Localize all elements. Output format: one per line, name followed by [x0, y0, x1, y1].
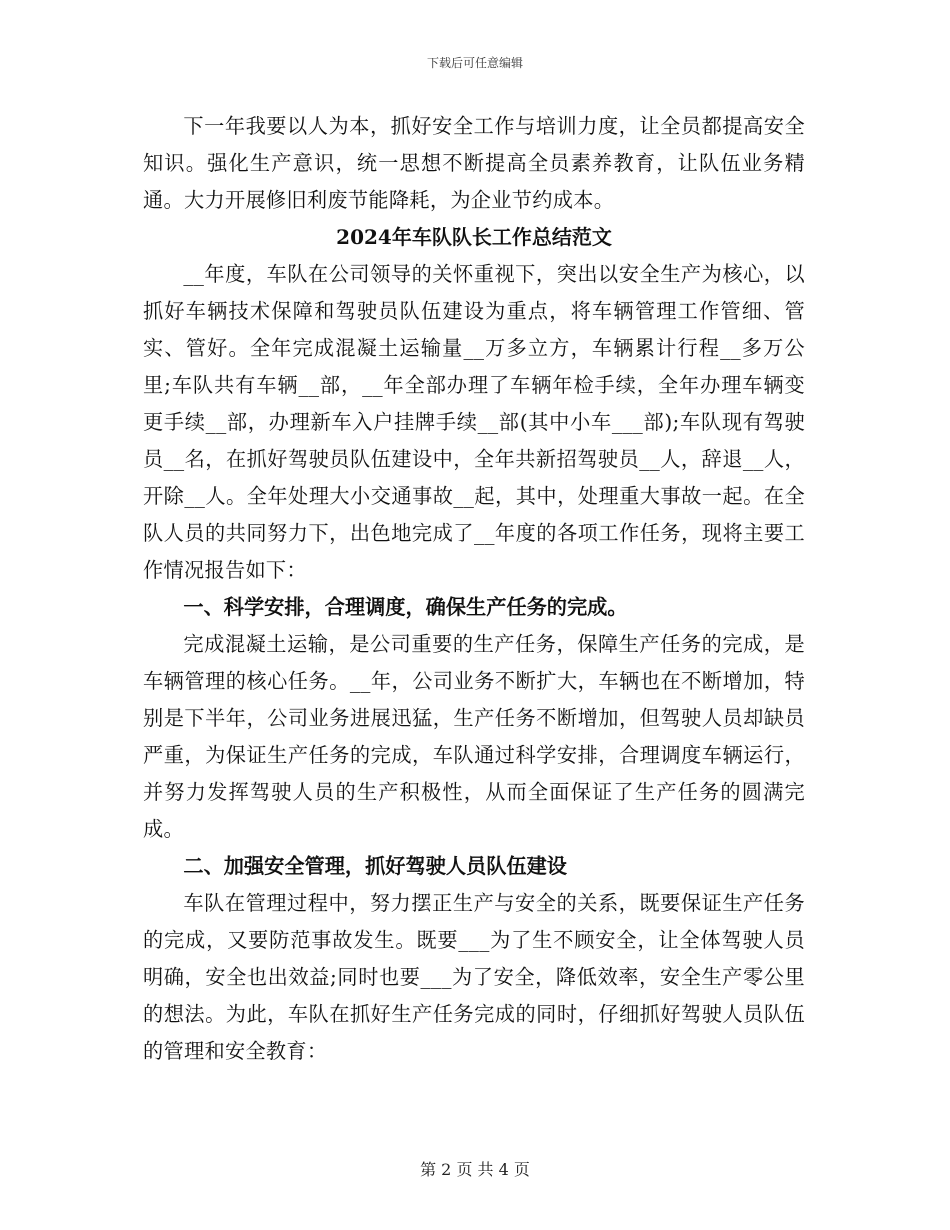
intro-paragraph: 下一年我要以人为本，抓好安全工作与培训力度，让全员都提高安全知识。强化生产意识，统一思想不断提高全员素养教育，让队伍业务精通。大力开展修旧利废节能降耗，为企业节约成本。 — [143, 114, 805, 212]
page-footer: 第 2 页 共 4 页 — [420, 1160, 530, 1179]
header-note: 下载后可任意编辑 — [426, 56, 523, 70]
section-2-body: 车队在管理过程中，努力摆正生产与安全的关系，既要保证生产任务的完成，又要防范事故发生。既要___为了生不顾安全，让全体驾驶人员明确，安全也出效益;同时也要___为了安全，降低效率，安全生产零公里的想法。为此，车队在抓好生产任务完成的同时，仔细抓好驾驶人员队伍的管理和安全教育： — [143, 891, 805, 1063]
section-1-heading: 一、科学安排，合理调度，确保生产任务的完成。 — [183, 595, 628, 619]
document-body — [143, 108, 805, 1070]
paragraph-1: __年度，车队在公司领导的关怀重视下，突出以安全生产为核心，以抓好车辆技术保障和驾驶员队伍建设为重点，将车辆管理工作管细、管实、管好。全年完成混凝土运输量__万多立方，车辆累计行程__多万公里;车队共有车辆__部，__年全部办理了车辆年检手续，全年办理车辆变更手续__部，办理新车入户挂牌手续__部(其中小车___部);车队现有驾驶员__名，在抓好驾驶员队伍建设中，全年共新招驾驶员__人，辞退__人，开除__人。全年处理大小交通事故__起，其中，处理重大事故一起。在全队人员的共同努力下，出色地完成了__年度的各项工作任务，现将主要工作情况报告如下： — [143, 262, 805, 582]
section-1-body: 完成混凝土运输，是公司重要的生产任务，保障生产任务的完成，是车辆管理的核心任务。__年，公司业务不断扩大，车辆也在不断增加，特别是下半年，公司业务进展迅猛，生产任务不断增加，但驾驶人员却缺员严重，为保证生产任务的完成，车队通过科学安排，合理调度车辆运行，并努力发挥驾驶人员的生产积极性，从而全面保证了生产任务的圆满完成。 — [143, 632, 805, 841]
section-2-heading: 二、加强安全管理，抓好驾驶人员队伍建设 — [183, 854, 567, 878]
document-title: 2024年车队队长工作总结范文 — [336, 225, 612, 249]
